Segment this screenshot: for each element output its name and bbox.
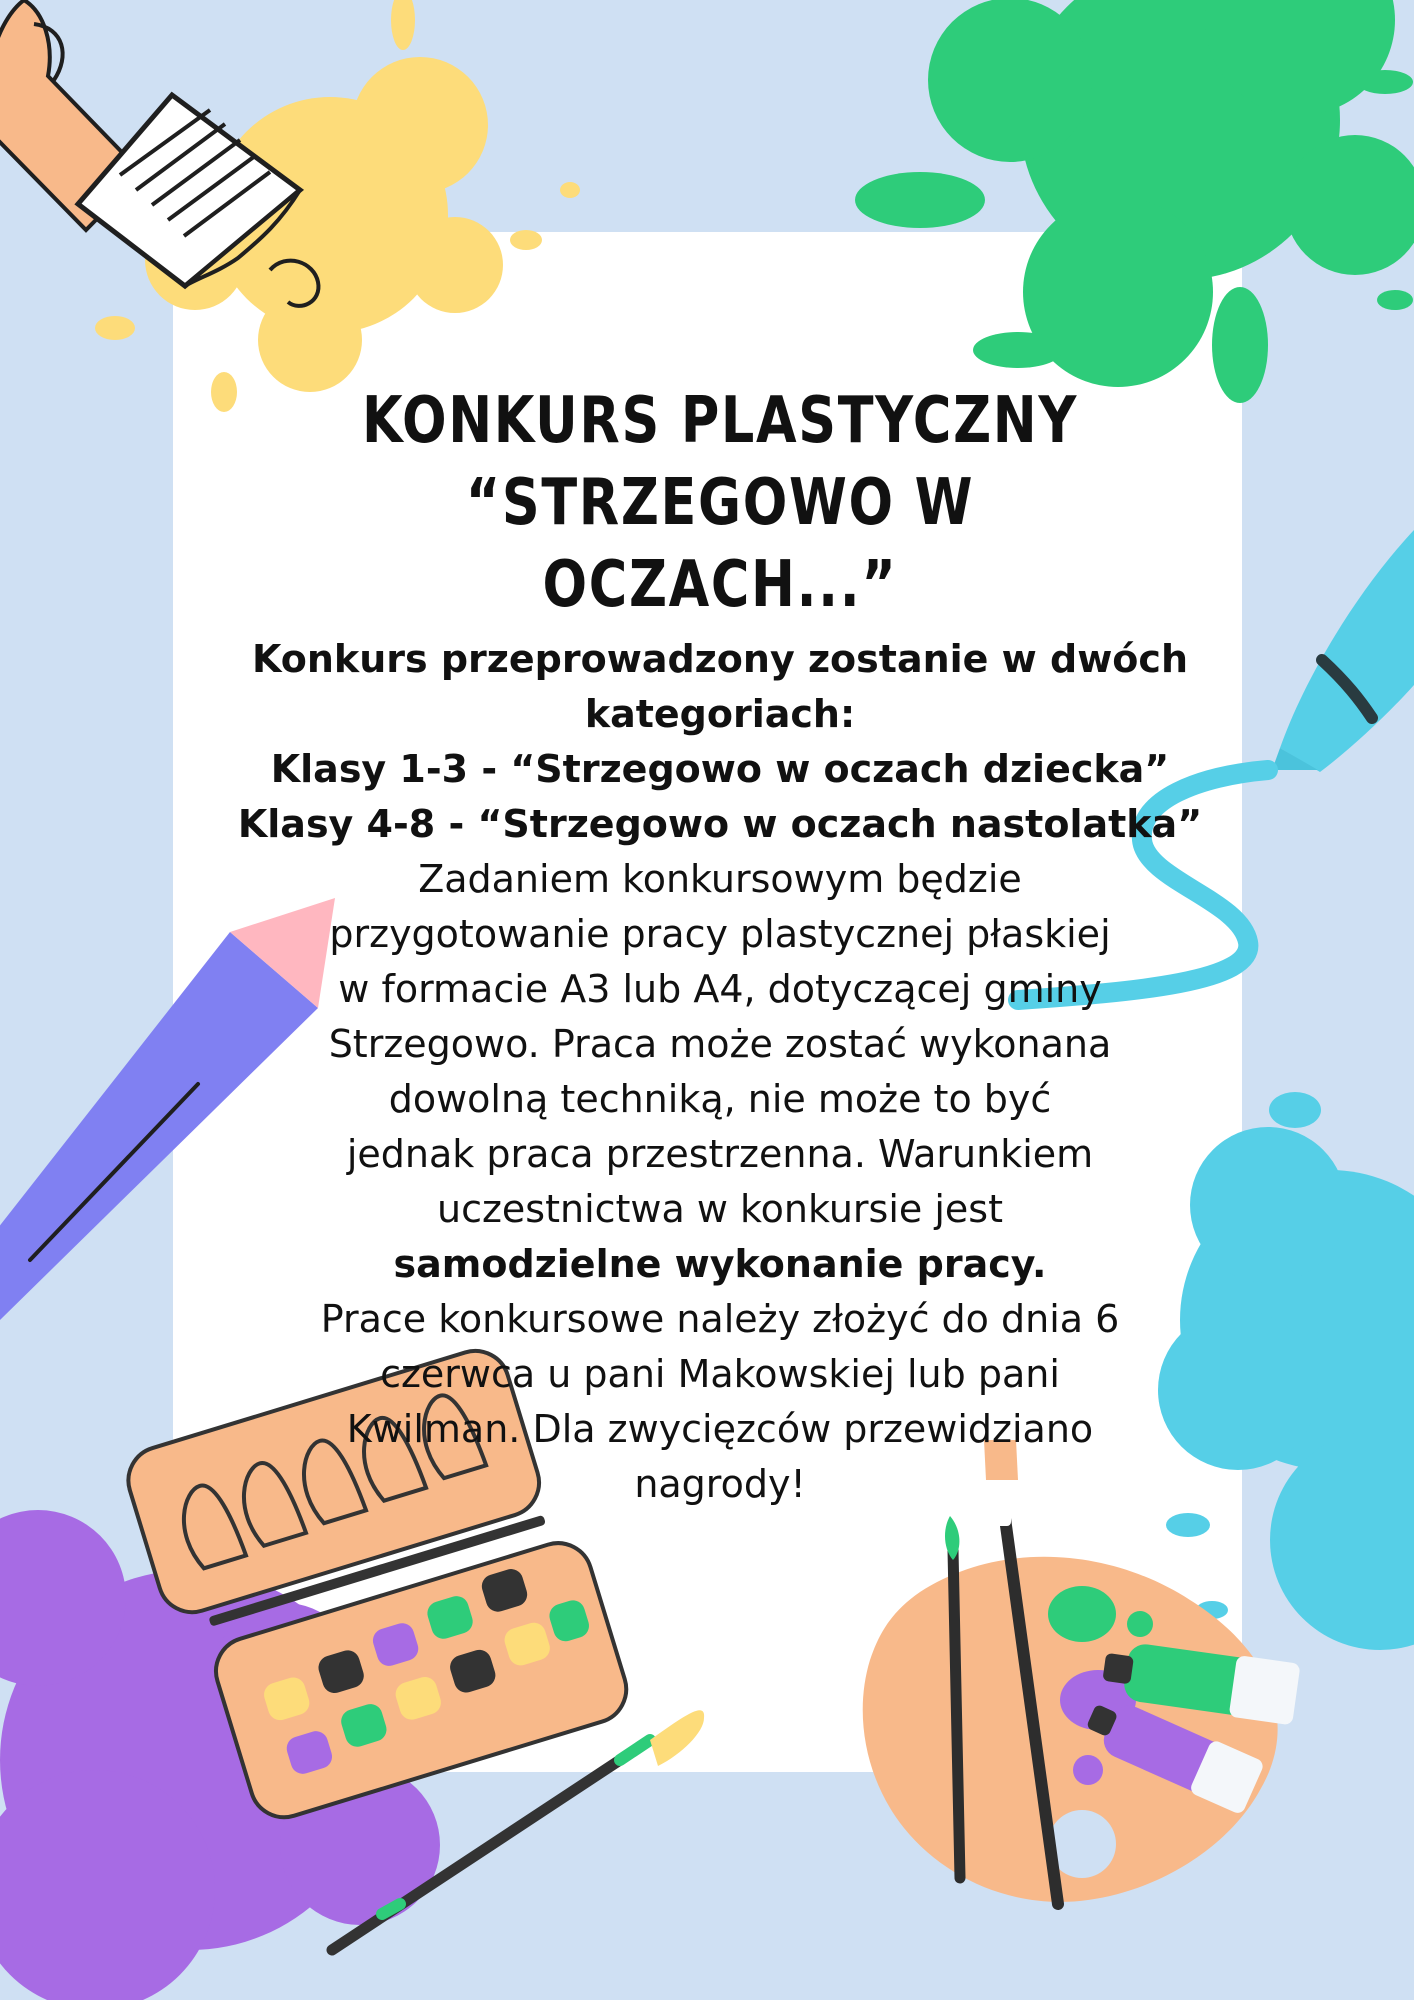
category-1: Klasy 1-3 - “Strzegowo w oczach dziecka” [270,747,1170,791]
contest-categories [230,632,1210,852]
category-2: Klasy 4-8 - “Strzegowo w oczach nastolatka” [237,802,1203,846]
contest-title-line-2: “STRZEGOWO W OCZACH...” [465,466,975,622]
description-text: Zadaniem konkursowym będzie przygotowanie pracy plastycznej płaskiej w formacie A3 lub A4, dotyczącej gminy Strzegowo. Praca może zostać wykonana dowolną techniką, nie może to być jednak praca przestrzenna. Warunkiem uczestnictwa w konkursie jest [328,857,1112,1231]
submission-deadline: Prace konkursowe należy złożyć do dnia 6 czerwca u pani Makowskiej lub pani Kwilman. Dla zwycięzców przewidziano nagrody! [320,1297,1120,1506]
green-paint-splash-icon [855,0,1414,403]
independent-work-requirement: samodzielne wykonanie pracy. [393,1242,1047,1286]
categories-intro: Konkurs przeprowadzony zostanie w dwóch kategoriach: [251,637,1188,736]
contest-title [318,380,1122,626]
contest-description [230,852,1210,1292]
poster-content [230,380,1210,1512]
contest-title-line-1: KONKURS PLASTYCZNY [362,384,1078,458]
